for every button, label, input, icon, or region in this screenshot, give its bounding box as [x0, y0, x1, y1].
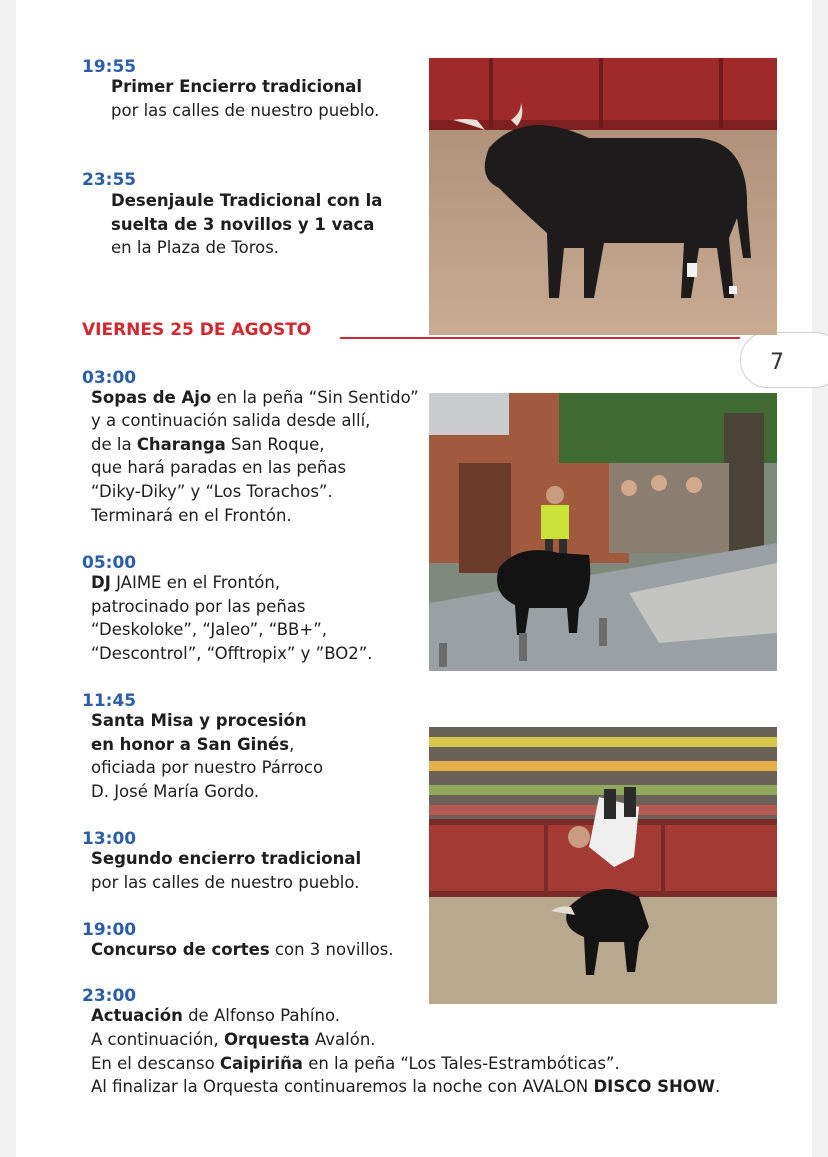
event-line: D. José María Gordo. — [91, 782, 260, 801]
event-line: Santa Misa y procesión — [91, 711, 307, 730]
event-line: Segundo encierro tradicional — [91, 849, 362, 868]
event-line: oficiada por nuestro Párroco — [91, 758, 324, 777]
event-line: suelta de 3 novillos y 1 vaca — [111, 215, 375, 234]
bullring-recortador-photo — [429, 727, 777, 1004]
bull-in-arena-photo — [429, 58, 777, 335]
event-time: 19:00 — [82, 920, 137, 940]
event-line: patrocinado por las peñas — [91, 597, 306, 616]
page-tab — [740, 332, 828, 388]
event-line: “Deskoloke”, “Jaleo”, “BB+”, — [91, 620, 327, 639]
day-heading: VIERNES 25 DE AGOSTO — [82, 320, 312, 340]
event-time: 11:45 — [82, 691, 137, 711]
page-number: 7 — [770, 350, 784, 375]
event-line: en la Plaza de Toros. — [111, 238, 280, 257]
event-line: por las calles de nuestro pueblo. — [91, 873, 360, 892]
event-line: Desenjaule Tradicional con la — [111, 191, 383, 210]
event-line: En el descanso Caipiriña en la peña “Los Tales-Estrambóticas”. — [91, 1054, 620, 1073]
street-encierro-photo — [429, 393, 777, 671]
event-line: Actuación de Alfonso Pahíno. — [91, 1006, 340, 1025]
event-line: “Diky-Diky” y “Los Torachos”. — [91, 482, 333, 501]
event-line: DJ JAIME en el Frontón, — [91, 573, 281, 592]
event-time: 23:00 — [82, 986, 137, 1006]
event-time: 23:55 — [82, 170, 137, 190]
event-line: Al finalizar la Orquesta continuaremos la noche con AVALON DISCO SHOW. — [91, 1077, 721, 1096]
event-time: 05:00 — [82, 553, 137, 573]
event-line: en honor a San Ginés, — [91, 735, 295, 754]
event-line: Sopas de Ajo en la peña “Sin Sentido” — [91, 388, 419, 407]
event-line: que hará paradas en las peñas — [91, 458, 347, 477]
heading-rule — [340, 337, 740, 339]
event-time: 19:55 — [82, 57, 137, 77]
event-line: “Descontrol”, “Offtropix” y ”BO2”. — [91, 644, 373, 663]
event-time: 03:00 — [82, 368, 137, 388]
event-line: A continuación, Orquesta Avalón. — [91, 1030, 376, 1049]
event-line: de la Charanga San Roque, — [91, 435, 325, 454]
event-line: y a continuación salida desde allí, — [91, 411, 371, 430]
event-time: 13:00 — [82, 829, 137, 849]
event-line: Concurso de cortes con 3 novillos. — [91, 940, 394, 959]
event-line: por las calles de nuestro pueblo. — [111, 101, 380, 120]
event-line: Primer Encierro tradicional — [111, 77, 363, 96]
event-line: Terminará en el Frontón. — [91, 506, 292, 525]
